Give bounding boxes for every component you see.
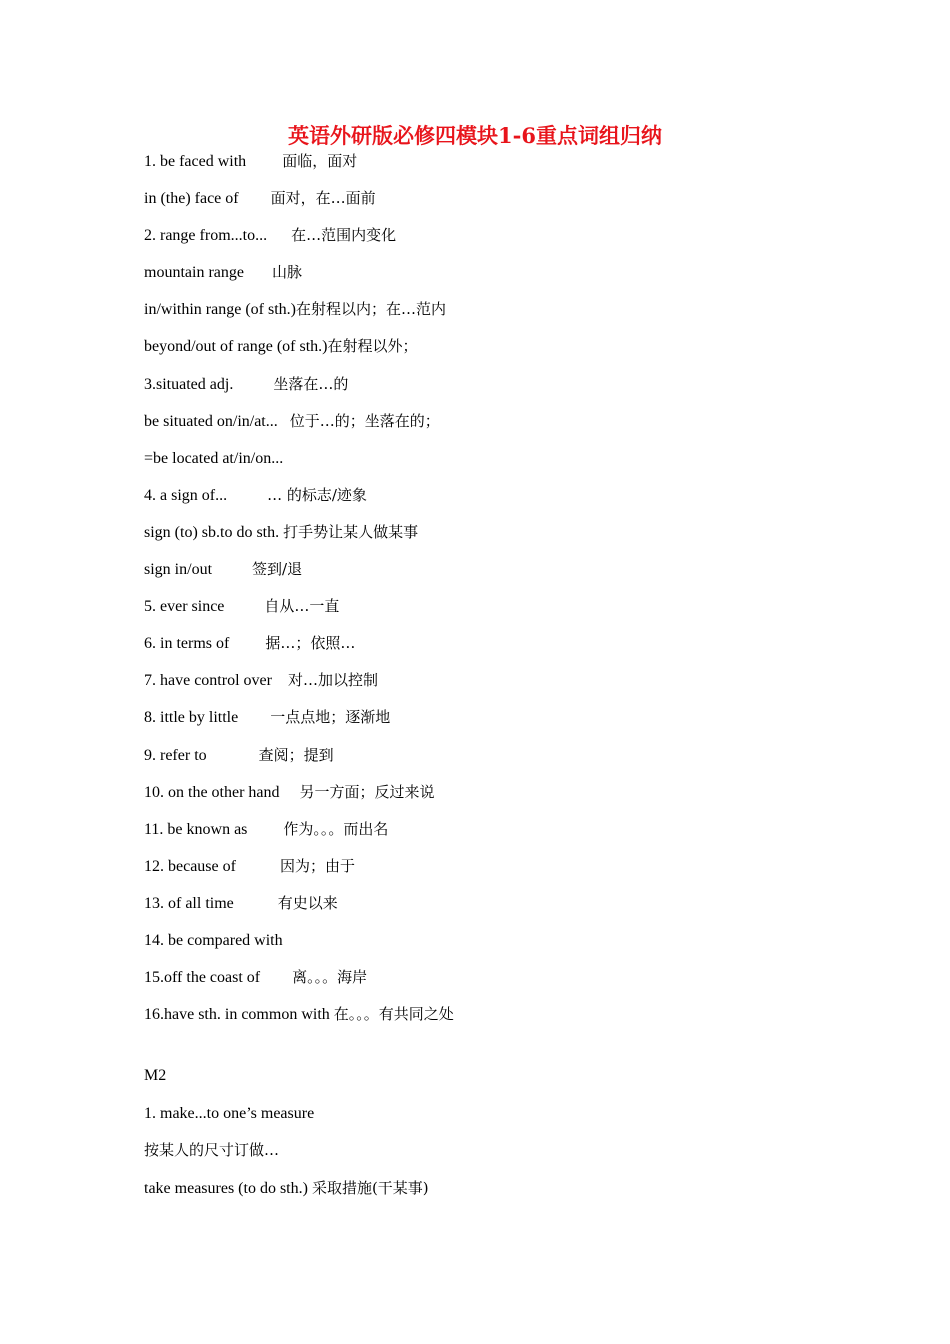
- phrase-meaning: 自从…一直: [264, 597, 340, 616]
- phrase-line: [144, 372, 864, 409]
- section-heading: M2: [144, 1067, 167, 1085]
- phrase-line: [144, 446, 864, 483]
- phrase-line: [144, 1138, 864, 1175]
- phrase-term: 11. be known as: [144, 820, 248, 838]
- phrase-line: [144, 1101, 864, 1138]
- phrase-meaning: 在射程以外；: [327, 337, 418, 356]
- phrase-line: [144, 705, 864, 742]
- phrase-term: in/within range (of sth.): [144, 301, 296, 319]
- phrase-term: 5. ever since: [144, 598, 225, 616]
- phrase-term: 8. ittle by little: [144, 709, 239, 727]
- phrase-term: be situated on/in/at...: [144, 412, 278, 430]
- phrase-term: 2. range from...to...: [144, 227, 268, 245]
- phrase-term: sign in/out: [144, 561, 213, 579]
- phrase-term: in (the) face of: [144, 190, 239, 208]
- phrase-line: [144, 260, 864, 297]
- phrase-meaning: 离。。。海岸: [292, 968, 368, 987]
- phrase-meaning: 坐落在…的: [273, 374, 349, 393]
- phrase-line: [144, 186, 864, 223]
- phrase-term: 12. because of: [144, 857, 236, 875]
- phrase-line: [144, 743, 864, 780]
- phrase-term: 10. on the other hand: [144, 783, 280, 801]
- phrase-line: [144, 817, 864, 854]
- phrase-line: [144, 149, 864, 186]
- phrase-meaning: 在…范围内变化: [291, 226, 397, 245]
- phrase-line: [144, 334, 864, 371]
- phrase-term: sign (to) sb.to do sth.: [144, 523, 280, 541]
- phrase-term: 14. be compared with: [144, 931, 283, 949]
- phrase-meaning: 作为。。。而出名: [283, 819, 389, 838]
- phrase-line: [144, 854, 864, 891]
- phrase-list: [144, 149, 864, 1213]
- phrase-line: [144, 965, 864, 1002]
- phrase-meaning: 山脉: [271, 263, 302, 282]
- phrase-term: 1. be faced with: [144, 153, 247, 170]
- phrase-line: [144, 1176, 864, 1213]
- phrase-meaning: 打手势让某人做某事: [283, 522, 419, 541]
- phrase-meaning: 据…；依照…: [265, 634, 356, 653]
- phrase-line: [144, 594, 864, 631]
- phrase-meaning: 在。。。有共同之处: [333, 1005, 454, 1024]
- phrase-meaning: 因为；由于: [279, 856, 355, 875]
- phrase-line: [144, 297, 864, 334]
- phrase-line: [144, 409, 864, 446]
- phrase-line: [144, 520, 864, 557]
- phrase-line: [144, 1002, 864, 1039]
- phrase-line: [144, 631, 864, 668]
- phrase-term: 4. a sign of...: [144, 486, 228, 504]
- phrase-line: [144, 891, 864, 928]
- phrase-meaning: 按某人的尺寸订做…: [144, 1141, 280, 1160]
- phrase-term: 16.have sth. in common with: [144, 1006, 330, 1024]
- phrase-meaning: 查阅；提到: [258, 745, 334, 764]
- phrase-meaning: 一点点地；逐渐地: [270, 708, 391, 727]
- phrase-term: mountain range: [144, 264, 244, 282]
- phrase-line: [144, 668, 864, 705]
- phrase-term: 7. have control over: [144, 672, 272, 690]
- phrase-meaning: 有史以来: [277, 893, 338, 912]
- page-title: 英语外研版必修四模块1-6重点词组归纳: [288, 123, 662, 148]
- phrase-line: [144, 928, 864, 965]
- phrase-term: 1. make...to one’s measure: [144, 1105, 315, 1123]
- phrase-line: [144, 483, 864, 520]
- phrase-meaning: 对…加以控制: [287, 671, 378, 690]
- phrase-term: 3.situated adj.: [144, 375, 234, 393]
- phrase-meaning: 在射程以内；在…范内: [295, 300, 446, 319]
- phrase-line: [144, 557, 864, 594]
- phrase-meaning: 面临，面对: [282, 152, 358, 170]
- phrase-line: [144, 780, 864, 817]
- phrase-line: [144, 223, 864, 260]
- phrase-meaning: 另一方面；反过来说: [299, 782, 435, 801]
- phrase-term: take measures (to do sth.): [144, 1179, 308, 1197]
- phrase-meaning: 位于…的；坐落在的；: [289, 411, 440, 430]
- phrase-meaning: 签到/退: [252, 560, 303, 579]
- phrase-meaning: 采取措施(干某事): [311, 1178, 429, 1197]
- phrase-term: 9. refer to: [144, 746, 207, 764]
- phrase-meaning: … 的标志/迹象: [267, 485, 367, 504]
- phrase-term: beyond/out of range (of sth.): [144, 338, 328, 356]
- phrase-meaning: 面对，在…面前: [270, 189, 376, 208]
- phrase-term: 6. in terms of: [144, 635, 230, 653]
- phrase-term: 13. of all time: [144, 894, 234, 912]
- phrase-term: =be located at/in/on...: [144, 449, 284, 467]
- phrase-term: 15.off the coast of: [144, 969, 261, 987]
